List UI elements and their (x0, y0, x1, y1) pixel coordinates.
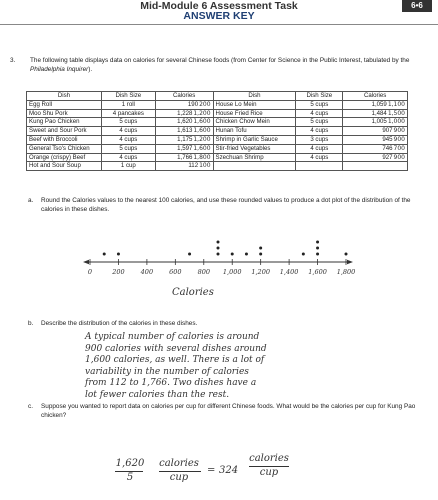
cell-value: 1,597 (177, 144, 193, 152)
rounded-calories: 1,200 (193, 135, 211, 143)
data-dot (217, 247, 220, 250)
rounded-calories: 1,500 (387, 109, 405, 117)
fraction-numerator: 1,620 (115, 458, 145, 469)
cell-value: 4 cups (119, 127, 138, 135)
cell-value: 4 pancakes (112, 109, 144, 117)
cell-value: 1 cup (120, 162, 136, 170)
result-unit-numerator: calories (249, 453, 289, 464)
cell-value: 746 (382, 144, 393, 152)
unit-numerator: calories (159, 458, 199, 469)
cell-value: 1 roll (121, 100, 135, 108)
rounded-calories: 900 (393, 135, 405, 143)
part-b-text: Describe the distribution of the calories in these dishes. (41, 320, 198, 327)
cell-value: 945 (382, 135, 393, 143)
data-dot (316, 241, 319, 244)
cell-value: 4 cups (310, 144, 329, 152)
cell-value: Egg Roll (29, 100, 53, 108)
part-c-text: Suppose you wanted to report data on calories per cup for different Chinese foods. What would be the calories per cup for Kung Pao chicken? (41, 403, 416, 419)
cell-value: 5 cups (119, 118, 138, 126)
result-value: 324 (219, 465, 239, 476)
rounded-calories: 1,800 (193, 153, 211, 161)
axis-tick-label: 1,800 (336, 268, 356, 276)
cell-value: Sweet and Sour Pork (29, 127, 87, 135)
dot-plot-axis-label: Calories (172, 287, 214, 298)
grade-badge: 6•6 (402, 0, 432, 12)
cell-value: 1,175 (177, 135, 193, 143)
data-dot (231, 253, 234, 256)
data-dot (259, 253, 262, 256)
fraction-denominator: 5 (126, 472, 134, 483)
axis-tick-label: 1,400 (279, 268, 299, 276)
question-number: 3. (10, 57, 16, 64)
question-3-text-end: ). (88, 66, 93, 73)
cell-value: Shrimp in Garlic Sauce (215, 135, 278, 143)
answer-line: 1,600 calories, as well. There is a lot of (85, 355, 265, 365)
data-dot (245, 253, 248, 256)
answer-key-label: ANSWER KEY (183, 10, 255, 22)
cell-value: Orange (crispy) Beef (29, 153, 86, 161)
rounded-calories: 700 (393, 144, 405, 152)
cell-value: 4 cups (119, 153, 138, 161)
column-header: Calories (155, 92, 213, 101)
unit-denominator: cup (169, 472, 189, 483)
cell-value: 190 (187, 100, 199, 108)
cell-value: Hot and Sour Soup (29, 162, 81, 170)
data-dot (188, 253, 191, 256)
part-c-label: c. (28, 403, 33, 410)
cell-value: Moo Shu Pork (29, 109, 68, 117)
data-dot (259, 247, 262, 250)
axis-tick-label: 1,200 (251, 268, 270, 276)
cell-value: 1,613 (177, 127, 193, 135)
data-dot (117, 253, 120, 256)
column-header: Dish Size (296, 92, 343, 101)
cell-value: Hunan Tofu (215, 127, 247, 135)
answer-line: 900 calories with several dishes around (85, 343, 267, 354)
answer-line: variability in the number of calories (85, 366, 249, 377)
rounded-calories: 1,000 (387, 118, 405, 126)
page-title: Mid-Module 6 Assessment Task (140, 0, 298, 12)
cell-value: Beef with Broccoli (29, 135, 78, 143)
part-a-text: Round the Calories values to the nearest 100 calories, and use these rounded values to produce a dot plot of the distribution of the calories in these dishes. (41, 197, 411, 213)
cell-value: 1,620 (177, 118, 193, 126)
cell-value: 5 cups (310, 118, 329, 126)
cell-value: 3 cups (310, 135, 329, 143)
cell-value: Kung Pao Chicken (29, 118, 80, 126)
axis-tick-label: 400 (140, 268, 154, 276)
data-dot (217, 241, 220, 244)
cell-value: 4 cups (310, 109, 329, 117)
cell-value: 5 cups (119, 144, 138, 152)
cell-value: 1,484 (371, 109, 387, 117)
data-dot (217, 253, 220, 256)
column-header: Dish (213, 92, 296, 101)
data-dot (302, 253, 305, 256)
rounded-calories: 1,600 (193, 118, 211, 126)
axis-tick-label: 1,600 (308, 268, 327, 276)
rounded-calories: 1,200 (193, 109, 211, 117)
axis-tick-label: 0 (87, 268, 93, 276)
column-header: Dish (27, 92, 102, 101)
rounded-calories: 900 (393, 153, 405, 161)
data-dot (316, 253, 319, 256)
axis-tick-label: 600 (169, 268, 182, 276)
part-b-label: b. (28, 320, 34, 327)
source-name: Philadelphia Inquirer (30, 66, 89, 73)
dot-plot-dots (103, 241, 348, 256)
cell-value: 1,766 (177, 153, 193, 161)
axis-left-arrow-icon (83, 260, 89, 264)
result-unit-denominator: cup (259, 467, 279, 478)
data-dot (103, 253, 106, 256)
axis-tick-label: 200 (112, 268, 125, 276)
equals-sign: = (207, 465, 216, 476)
cell-value: House Fried Rice (215, 109, 263, 117)
axis-right-arrow-icon (347, 260, 353, 264)
cell-value: 4 cups (310, 153, 329, 161)
question-3-text-start: The following table displays data on calories for several Chinese foods (from Center for Science in the Public Interest, tabulated by the (30, 57, 410, 64)
column-header: Dish Size (101, 92, 155, 101)
answer-line: from 112 to 1,766. Two dishes have a (85, 378, 257, 388)
cell-value: 1,059 (371, 100, 387, 108)
rounded-calories: 100 (199, 162, 211, 170)
rounded-calories: 1,600 (193, 127, 211, 135)
part-a-label: a. (28, 197, 34, 204)
cell-value: 907 (382, 127, 393, 135)
cell-value: 1,228 (177, 109, 193, 117)
rounded-calories: 200 (199, 100, 211, 108)
cell-value: Chicken Chow Mein (215, 118, 270, 126)
rounded-calories: 900 (393, 127, 405, 135)
cell-value: Stir-fried Vegetables (215, 144, 271, 152)
part-b-answer (85, 332, 315, 401)
cell-value: General Tso's Chicken (29, 144, 90, 152)
data-dot (345, 253, 348, 256)
answer-line: lot fewer calories than the rest. (85, 389, 230, 400)
data-dot (316, 247, 319, 250)
cell-value: 112 (188, 162, 199, 170)
cell-value: 1,005 (371, 118, 387, 126)
cell-value: Szechuan Shrimp (215, 153, 264, 161)
axis-tick-label: 1,000 (222, 268, 242, 276)
cell-value: 4 cups (119, 135, 138, 143)
cell-value: 927 (382, 153, 393, 161)
cell-value: 5 cups (310, 100, 329, 108)
cell-value: 4 cups (310, 127, 329, 135)
axis-tick-label: 800 (197, 268, 210, 276)
column-header: Calories (343, 92, 408, 101)
cell-value: House Lo Mein (215, 100, 257, 108)
answer-line: A typical number of calories is around (85, 332, 260, 342)
rounded-calories: 1,600 (193, 144, 211, 152)
rounded-calories: 1,100 (387, 100, 405, 108)
